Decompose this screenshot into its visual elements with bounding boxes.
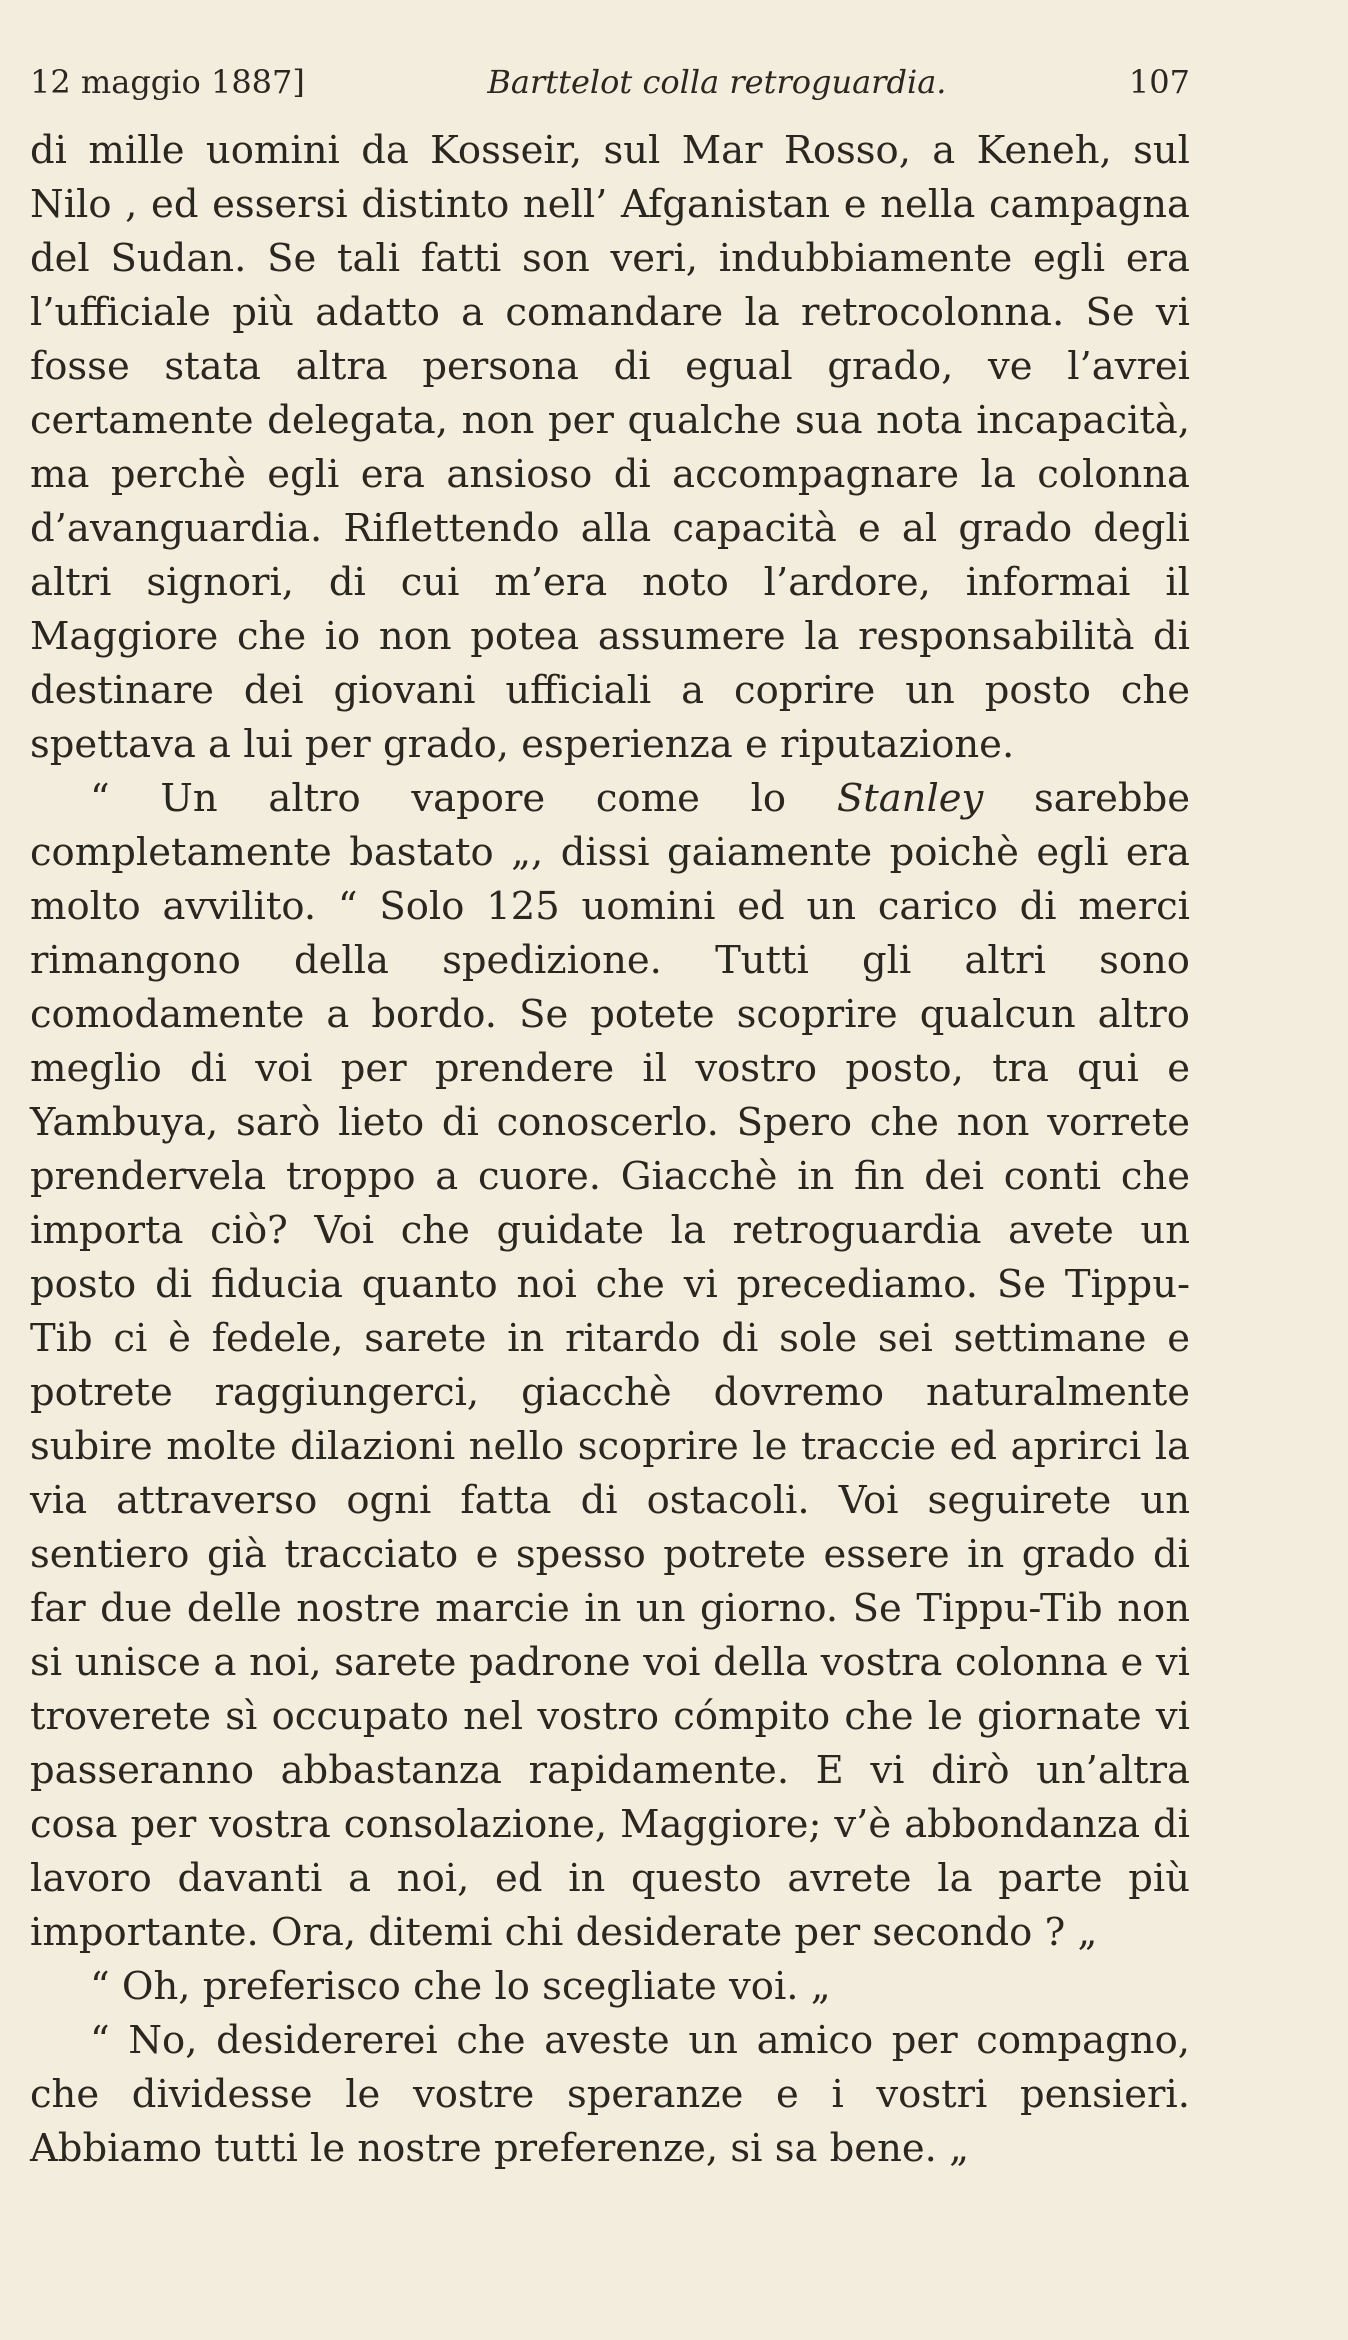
running-head — [30, 62, 1190, 102]
page-number: 107 — [1128, 63, 1190, 101]
ship-name-stanley: Stanley — [836, 776, 984, 821]
body-text — [30, 124, 1190, 2176]
paragraph-2-start: “ Un altro vapore come lo — [90, 776, 837, 821]
paragraph-4: “ No, desidererei che aveste un amico per compagno, che dividesse le vostre speranze e i vostri pensieri. Abbiamo tutti le nostre preferenze, si sa bene. „ — [30, 2018, 1190, 2171]
book-page — [30, 62, 1190, 2176]
paragraph-2 — [30, 772, 1190, 1960]
paragraph-1: di mille uomini da Kosseir, sul Mar Rosso, a Keneh, sul Nilo , ed essersi distinto nell’ Afganistan e nella campagna del Sudan. Se tali fatti son veri, indubbiamente egli era l’ufficiale più adatto a comandare la retrocolonna. Se vi fosse stata altra persona di egual grado, ve l’avrei certamente delegata, non per qualche sua nota incapacità, ma perchè egli era ansioso di accompagnare la colonna d’avanguardia. Riflettendo alla capacità e al grado degli altri signori, di cui m’era noto l’ardore, informai il Maggiore che io non potea assumere la responsabilità di destinare dei giovani ufficiali a coprire un posto che spettava a lui per grado, esperienza e riputazione. — [30, 128, 1190, 767]
header-date: 12 maggio 1887] — [30, 63, 305, 101]
paragraph-2-rest: sarebbe completamente bastato „, dissi gaiamente poichè egli era molto avvilito. “ Solo 125 uomini ed un carico di merci rimangono della spedizione. Tutti gli altri sono comodamente a bordo. Se potete scoprire qualcun altro meglio di voi per prendere il vostro posto, tra qui e Yambuya, sarò lieto di conoscerlo. Spero che non vorrete prendervela troppo a cuore. Giacchè in fin dei conti che importa ciò? Voi che guidate la retroguardia avete un posto di fiducia quanto noi che vi precediamo. Se Tippu-Tib ci è fedele, sarete in ritardo di sole sei settimane e potrete raggiungerci, giacchè dovremo naturalmente subire molte dilazioni nello scoprire le traccie ed aprirci la via attraverso ogni fatta di ostacoli. Voi seguirete un sentiero già tracciato e spesso potrete essere in grado di far due delle nostre marcie in un giorno. Se Tippu-Tib non si unisce a noi, sarete padrone voi della vostra colonna e vi troverete sì occupato nel vostro cómpito che le giornate vi passeranno abbastanza rapidamente. E vi dirò un’altra cosa per vostra consolazione, Maggiore; v’è abbondanza di lavoro davanti a noi, ed in questo avrete la parte più importante. Ora, ditemi chi desiderate per secondo ? „ — [30, 776, 1190, 1955]
paragraph-3: “ Oh, preferisco che lo scegliate voi. „ — [90, 1964, 831, 2009]
header-title: Barttelot colla retroguardia. — [487, 63, 947, 101]
